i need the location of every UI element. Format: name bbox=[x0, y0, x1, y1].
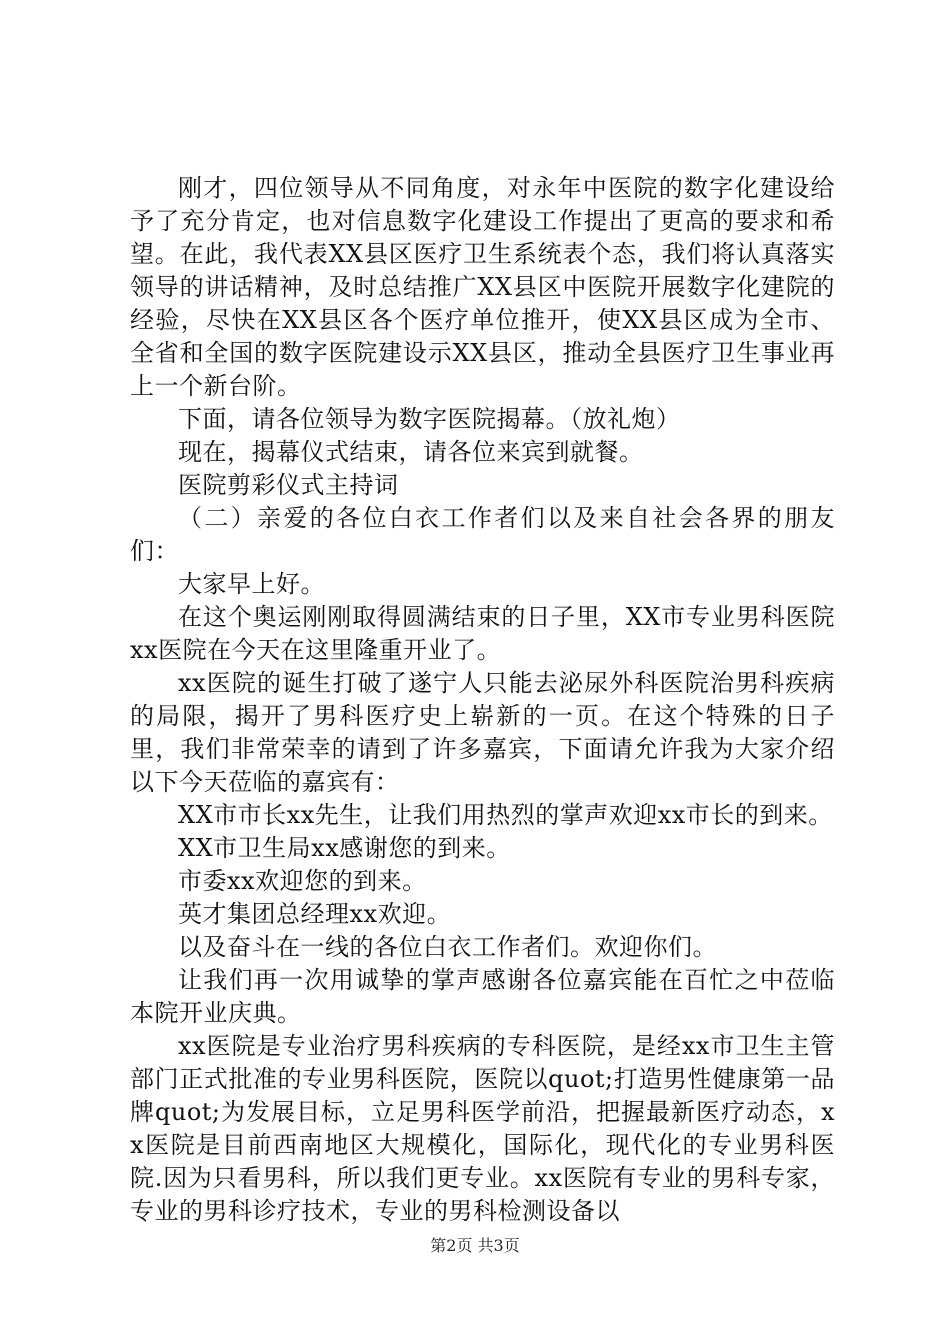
paragraph: 现在，揭幕仪式结束，请各位来宾到就餐。 bbox=[178, 438, 644, 466]
paragraph: 刚才，四位领导从不同角度，对永年中医院的数字化建设给予了充分肯定，也对信息数字化建设工作提出了更高的要求和希望。在此，我代表XX县区医疗卫生系统表个态，我们将认真落实领导的讲话精神，及时总结推广XX县区中医院开展数字化建院的经验，尽快在XX县区各个医疗单位推开，使XX县区成为全市、全省和全国的数字医院建设示XX县区，推动全县医疗卫生事业再上一个新台阶。 bbox=[130, 174, 835, 400]
section-heading: 医院剪彩仪式主持词 bbox=[178, 471, 399, 499]
paragraph: xx医院的诞生打破了遂宁人只能去泌尿外科医院治男科疾病的局限，揭开了男科医疗史上崭新的一页。在这个特殊的日子里，我们非常荣幸的请到了许多嘉宾，下面请允许我为大家介绍以下今天莅临的嘉宾有： bbox=[130, 669, 835, 796]
paragraph: 以及奋斗在一线的各位白衣工作者们。欢迎你们。 bbox=[178, 933, 717, 961]
document-body bbox=[130, 172, 835, 1228]
paragraph: XX市市长xx先生，让我们用热烈的掌声欢迎xx市长的到来。 bbox=[178, 801, 833, 829]
paragraph: 下面，请各位领导为数字医院揭幕。（放礼炮） bbox=[178, 405, 681, 433]
paragraph: XX市卫生局xx感谢您的到来。 bbox=[178, 834, 511, 862]
page-number-footer: 第2页 共3页 bbox=[430, 1236, 520, 1255]
paragraph: 英才集团总经理xx欢迎。 bbox=[178, 900, 452, 928]
paragraph: 在这个奥运刚刚取得圆满结束的日子里，XX市专业男科医院xx医院在今天在这里隆重开业了。 bbox=[130, 603, 835, 664]
paragraph: 大家早上好。 bbox=[178, 570, 325, 598]
paragraph: （二）亲爱的各位白衣工作者们以及来自社会各界的朋友们： bbox=[130, 504, 835, 565]
paragraph: 让我们再一次用诚挚的掌声感谢各位嘉宾能在百忙之中莅临本院开业庆典。 bbox=[130, 966, 835, 1027]
paragraph: xx医院是专业治疗男科疾病的专科医院，是经xx市卫生主管部门正式批准的专业男科医院，医院以quot;打造男性健康第一品牌quot;为发展目标，立足男科医学前沿，把握最新医疗动态，xx医院是目前西南地区大规模化，国际化，现代化的专业男科医院.因为只看男科，所以我们更专业。xx医院有专业的男科专家，专业的男科诊疗技术，专业的男科检测设备以 bbox=[130, 1032, 835, 1225]
paragraph: 市委xx欢迎您的到来。 bbox=[178, 867, 427, 895]
